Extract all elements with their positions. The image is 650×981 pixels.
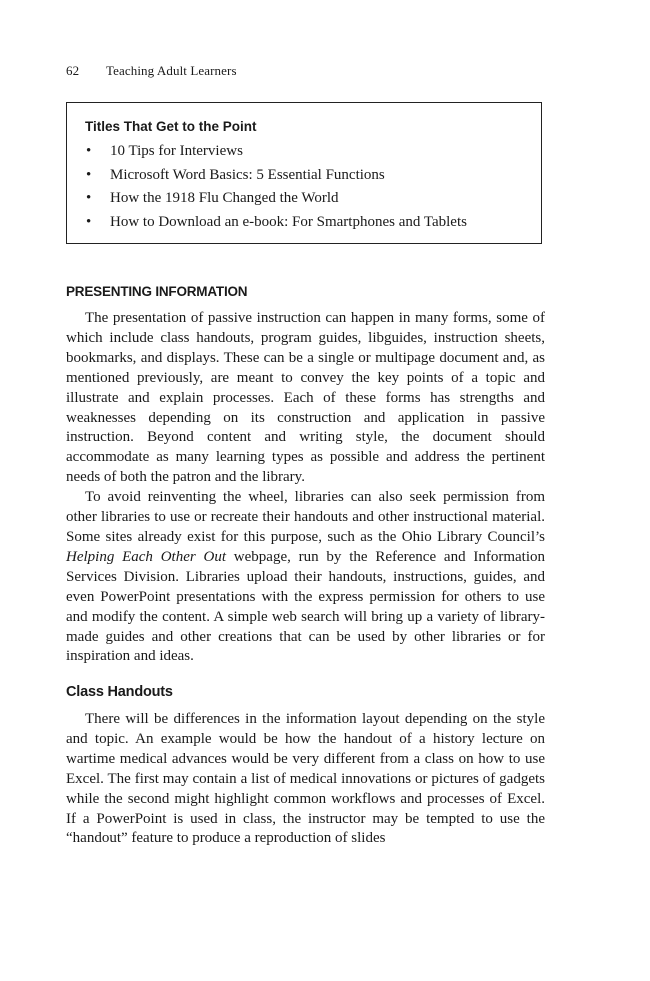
section-body-class-handouts [66, 710, 545, 849]
sidebar-list-item: • How the 1918 Flu Changed the World [85, 187, 523, 211]
sidebar-box [66, 102, 542, 244]
body-paragraph: There will be differences in the information layout depending on the style and topic. An example would be how the handout of a history lecture on wartime medical advances would be very different from a class on how to use Excel. The first may contain a list of medical innovations or pictures of gadgets while the second might highlight common workflows and processes of Excel. If a PowerPoint is used in class, the instructor may be tempted to use the “handout” feature to produce a reproduction of slides [66, 711, 545, 847]
body-paragraph: To avoid reinventing the wheel, libraries can also seek permission from other libraries to use or recreate their handouts and other instructional material. Some sites already exist for this purpose, such as the Ohio Library Council’s Helping Each Other Out webpage, run by the Reference and Information Services Division. Libraries upload their handouts, instructions, guides, and even PowerPoint presentations with the express permission for others to use and modify the content. A simple web search will bring up a variety of library-made guides and other creations that can be used by other libraries or for inspiration and ideas. [66, 489, 546, 665]
bullet-icon: • [86, 190, 92, 206]
page-number: 62 [66, 63, 80, 78]
bullet-icon: • [86, 143, 92, 159]
body-paragraph: The presentation of passive instruction can happen in many forms, some of which include class handouts, program guides, libguides, instruction sheets, bookmarks, and displays. These can be a single or multipage document and, as mentioned previously, are meant to convey the key points of a topic and illustrate and explain processes. Each of these forms has strengths and weaknesses depending on its construction and application in passive instruction. Beyond content and writing style, the document should accommodate as many learning types as possible and address the pertinent needs of both the patron and the library. [66, 310, 545, 486]
sidebar-list-item: • Microsoft Word Basics: 5 Essential Functions [85, 164, 523, 188]
webpage-title: Helping Each Other Out [66, 548, 227, 565]
bullet-icon: • [86, 166, 92, 183]
section-body-presenting-information [66, 309, 545, 667]
sidebar-list [85, 140, 523, 234]
sidebar-title: Titles That Get to the Point [85, 119, 257, 134]
section-heading-class-handouts: Class Handouts [66, 684, 173, 700]
bullet-icon: • [86, 213, 92, 230]
sidebar-list-item: • 10 Tips for Interviews [85, 140, 523, 164]
running-head [66, 63, 237, 79]
running-title: Teaching Adult Learners [106, 63, 237, 78]
sidebar-list-item: • How to Download an e-book: For Smartphones and Tablets [85, 211, 523, 235]
section-heading-presenting-information: PRESENTING INFORMATION [66, 284, 248, 299]
